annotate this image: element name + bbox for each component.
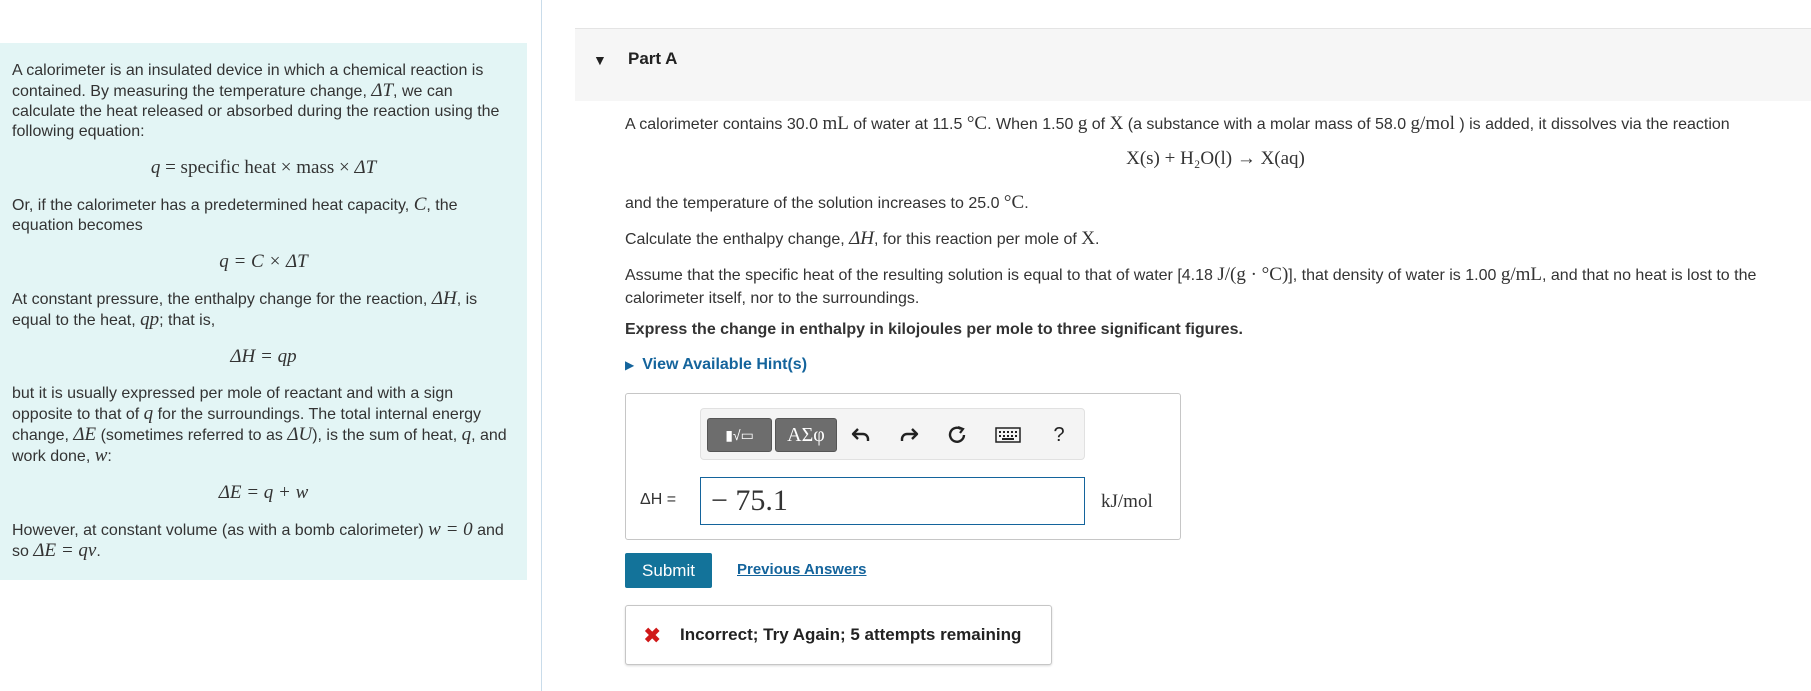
reaction-equation: X(s) + H₂O(l) → X(aq) [1126, 148, 1305, 169]
equation-specific-heat: q = specific heat × mass × ΔT [150, 157, 377, 178]
feedback-message: Incorrect; Try Again; 5 attempts remaining [680, 625, 1022, 644]
intro-paragraph-5: However, at constant volume (as with a bomb calorimeter) w = 0 and so ΔE = qv. [12, 519, 504, 561]
question-line-2: and the temperature of the solution increases to 25.0 °C. [625, 192, 1029, 213]
answer-instructions: Express the change in enthalpy in kilojoules per mole to three significant figures. [625, 321, 1243, 338]
previous-answers-link[interactable]: Previous Answers [737, 561, 867, 578]
intro-paragraph-4: but it is usually expressed per mole of reactant and with a sign opposite to that of q for the surroundings. The total internal energy change, ΔE (sometimes referred to as ΔU), is the sum of heat, q, and work done, w: [12, 385, 507, 466]
question-line-1: A calorimeter contains 30.0 mL of water at 11.5 °C. When 1.50 g of X (a substance with a molar mass of 58.0 g/mol ) is added, it dissolves via the reaction [625, 113, 1730, 134]
symbols-button[interactable]: ΑΣφ [775, 418, 837, 452]
intro-paragraph-1: A calorimeter is an insulated device in which a chemical reaction is contained. By measuring the temperature change, ΔT, we can calculate the heat released or absorbed during the reaction using the following equation: [12, 62, 500, 140]
answer-input[interactable]: − 75.1 [700, 477, 1085, 525]
intro-panel [0, 43, 527, 580]
redo-icon[interactable] [894, 418, 924, 452]
question-line-3: Calculate the enthalpy change, ΔH, for this reaction per mole of X. [625, 228, 1100, 249]
answer-unit: kJ/mol [1101, 491, 1153, 512]
reset-icon[interactable] [942, 418, 972, 452]
part-header[interactable] [575, 28, 1811, 101]
equation-internal-energy: ΔE = q + w [218, 482, 309, 503]
intro-paragraph-3: At constant pressure, the enthalpy change for the reaction, ΔH, is equal to the heat, qp; that is, [12, 288, 478, 330]
templates-button[interactable]: ▮√▭ [707, 418, 772, 452]
answer-label: ΔH = [640, 491, 677, 508]
caret-down-icon[interactable]: ▼ [593, 52, 607, 68]
math-toolbar [700, 408, 1085, 460]
undo-icon[interactable] [846, 418, 876, 452]
equation-enthalpy: ΔH = qp [230, 346, 297, 367]
answer-area [625, 393, 1181, 540]
intro-paragraph-2: Or, if the calorimeter has a predetermined heat capacity, C, the equation becomes [12, 194, 458, 234]
equation-heat-capacity: q = C × ΔT [219, 251, 308, 272]
submit-button[interactable]: Submit [625, 553, 712, 588]
feedback-box [625, 605, 1052, 665]
keyboard-icon[interactable] [988, 418, 1028, 452]
caret-right-icon: ▶ [625, 358, 635, 372]
help-button[interactable]: ? [1053, 423, 1065, 446]
panel-divider [541, 0, 542, 691]
part-title: Part A [628, 49, 678, 68]
question-assumptions: Assume that the specific heat of the resulting solution is equal to that of water [4.18 J/(g · °C)], that density of water is 1.00 g/mL, and that no heat is lost to the calorimeter itself, nor to the surroundings. [625, 264, 1757, 307]
view-hints-link[interactable]: ▶ View Available Hint(s) [625, 356, 808, 373]
error-x-icon: ✖ [643, 623, 662, 648]
